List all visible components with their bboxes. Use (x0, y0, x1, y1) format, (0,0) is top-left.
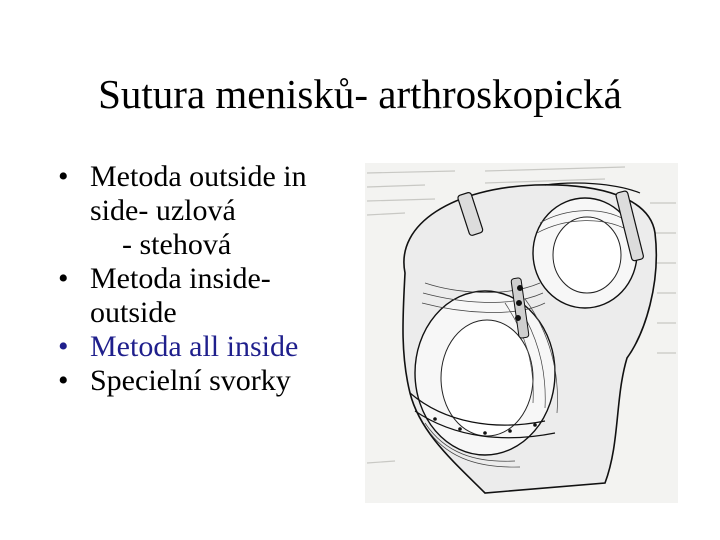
knee-meniscus-illustration (365, 163, 678, 503)
slide-title: Sutura menisků- arthroskopická (98, 71, 622, 117)
bullet-text: Specielní svorky (90, 364, 291, 397)
bullet-glyph: • (58, 160, 69, 193)
bullet-text: side- uzlová (90, 194, 236, 227)
bullet-glyph: • (58, 330, 69, 363)
bullet-item-outside-in (58, 160, 368, 262)
meniscus-drawing (365, 163, 678, 503)
bullet-glyph: • (58, 364, 69, 397)
bullet-text: - stehová (122, 228, 232, 261)
bullet-glyph: • (58, 262, 69, 295)
bullet-item-all-inside (58, 330, 368, 364)
bullet-text: Metoda all inside (90, 330, 299, 363)
bullet-text: outside (90, 296, 177, 329)
bullet-text: Metoda inside- (90, 262, 271, 295)
bullet-text: Metoda outside in (90, 160, 307, 193)
bullet-item-inside-outside (58, 262, 368, 330)
bullet-item-special-clips (58, 364, 368, 398)
bullet-list (58, 160, 368, 398)
lateral-meniscus-inner (553, 217, 621, 293)
